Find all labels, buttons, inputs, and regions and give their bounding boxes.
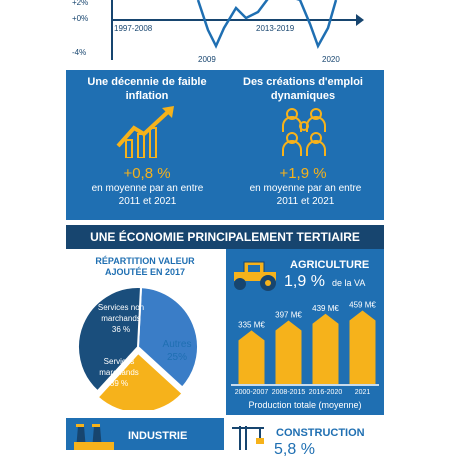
inflation-desc: en moyenne par an entre 2011 et 2021 [91, 183, 204, 207]
people-group-icon [280, 106, 328, 158]
factory-icon [74, 422, 114, 450]
inflation-title: Une décennie de faible inflation [87, 76, 207, 102]
agriculture-share-label: de la VA [332, 278, 366, 288]
agriculture-bar-chart [229, 292, 381, 396]
growth-chart-icon [116, 106, 176, 158]
bar [313, 314, 339, 384]
y-tick-label: +0% [72, 14, 89, 23]
pie-slice-value: 36 % [111, 325, 131, 334]
agriculture-share-value: 1,9 % [284, 273, 325, 290]
bar-category-label: 2016-2020 [308, 389, 343, 396]
industry-title: INDUSTRIE [128, 430, 188, 442]
jobs-desc: en moyenne par an entre 2011 et 2021 [249, 183, 362, 207]
year-label: 2009 [198, 55, 216, 64]
jobs-title: Des créations d'emploi dynamiques [243, 76, 363, 102]
pie-slice-label: Services non marchands [97, 303, 145, 323]
bar-value-label: 459 M€ [349, 300, 376, 310]
bar-value-label: 397 M€ [275, 310, 302, 320]
growth-line-chart-panel [66, 0, 384, 70]
period-label: 2013-2019 [256, 24, 295, 33]
bar-value-label: 335 M€ [238, 320, 265, 330]
period-label: 1997-2008 [114, 24, 153, 33]
year-label: 2020 [322, 55, 340, 64]
jobs-value: +1,9 % [279, 165, 327, 182]
pie-label-other [154, 338, 200, 364]
pie-slice-value: 39 % [109, 379, 129, 388]
tractor-icon [230, 256, 278, 292]
construction-value: 5,8 % [274, 441, 315, 458]
inflation-value: +0,8 % [123, 165, 171, 182]
pie-slice-value: 25% [166, 352, 187, 363]
bar-category-label: 2008-2015 [271, 389, 306, 396]
agriculture-title: AGRICULTURE [290, 259, 370, 271]
y-tick-label: +2% [72, 0, 89, 7]
growth-line [198, 0, 336, 46]
bar [350, 311, 376, 384]
pie-slice-label: Autres [162, 339, 192, 350]
section-title: UNE ÉCONOMIE PRINCIPALEMENT TERTIAIRE [90, 230, 360, 244]
bar-category-label: 2000-2007 [234, 389, 269, 396]
bar-value-label: 439 M€ [312, 303, 339, 313]
bar-category-label: 2021 [354, 389, 371, 396]
x-axis-arrow [356, 14, 364, 26]
pie-slice-label: Services marchands [99, 357, 139, 377]
pie-label-nonmarket [86, 302, 156, 335]
bar [276, 320, 302, 384]
bar [239, 330, 265, 384]
construction-title: CONSTRUCTION [276, 427, 365, 439]
crane-icon [230, 422, 266, 450]
pie-title: RÉPARTITION VALEUR AJOUTÉE EN 2017 [95, 256, 195, 277]
agriculture-caption: Production totale (moyenne) [248, 400, 362, 410]
pie-label-market [84, 356, 154, 389]
y-tick-label: -4% [72, 48, 87, 57]
